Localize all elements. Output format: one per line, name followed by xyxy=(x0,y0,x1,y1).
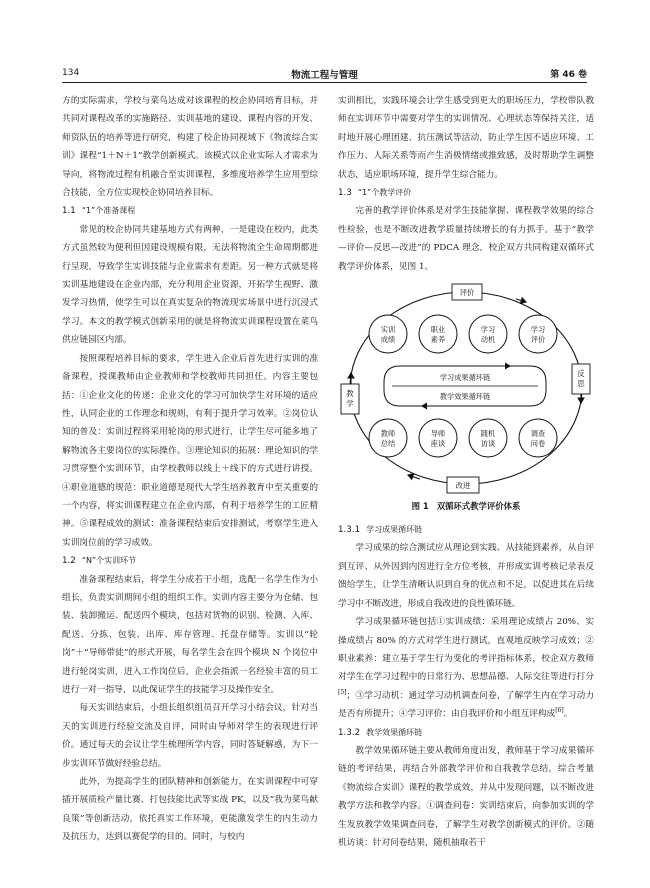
top-circle-label-line-2: 素养 xyxy=(430,335,446,345)
bottom-circle-label-line-2: 总结 xyxy=(380,439,396,449)
page-header xyxy=(62,66,587,83)
top-circle-1 xyxy=(369,315,407,353)
section-number: 1.3.2 xyxy=(338,727,361,738)
bottom-circle-label-1 xyxy=(381,429,395,448)
top-circle-label-3 xyxy=(481,325,495,344)
bottom-circle-label-line-2: 座谈 xyxy=(430,439,446,449)
citation: [5] xyxy=(338,688,347,696)
bottom-circle-label-line-1: 教师 xyxy=(380,429,396,439)
caption-number: 图 1 xyxy=(411,501,429,512)
label-reflect-char-1: 反 xyxy=(577,369,585,379)
inner-label-learning-chain: 学习成果循环链 xyxy=(439,373,491,383)
top-circles xyxy=(369,315,557,353)
top-circle-label-line-1: 学习 xyxy=(480,325,496,335)
journal-title: 物流工程与管理 xyxy=(291,70,358,81)
label-reflect xyxy=(577,369,585,388)
bottom-circle-label-line-2: 访谈 xyxy=(480,439,496,449)
section-1-3-2-heading xyxy=(338,724,594,742)
top-circle-label-1 xyxy=(381,325,396,344)
figure-1 xyxy=(338,278,594,495)
caption-text: 双循环式教学评价体系 xyxy=(436,501,521,512)
text-run: 学习成果循环链包括①实训成绩：采用理论成绩占 20%、实操成绩占 80% 的方式对学生进行测试，直观地反映学习成效；②职业素养：建立基于学生行为变化的考评指标体系，校企双方教师对学生在学习过程中的日常行为、思想品德、人际交往等进行打分 xyxy=(338,617,594,683)
top-circle-label-2 xyxy=(431,325,445,344)
label-improve: 改进 xyxy=(455,481,471,491)
text-run: 。 xyxy=(563,709,573,720)
top-circle-label-line-2: 动机 xyxy=(480,335,496,345)
paragraph: 实训相比，实践环境会让学生感受到更大的职场压力，学校带队教师在实训环节中需要对学生的实训情况、心理状态等保持关注，适时地开展心理团建、抗压测试等活动，防止学生因不适应环境、工作压力、人际关系等而产生消极情绪或推致感，及时帮助学生调整状态，适应职场环境，提升学生综合能力。 xyxy=(338,96,594,180)
section-title: 教学效果循环链 xyxy=(366,727,423,737)
paragraph: 教学效果循环链主要从教师角度出发，教师基于学习成果循环链的考评结果，再结合外部教学评价和自我教学总结，综合考量《物流综合实训》课程的教学成效，并从中发现问题，以不断改进教学方法和教学内容。①调查问卷：实训结束后，向参加实训的学生发放教学效果调查问卷，了解学生对教学创新模式的评价。②随机访谈：针对问卷结果，随机抽取若干 xyxy=(338,745,594,848)
paragraph: 完善的教学评价体系是对学生技能掌握、课程教学效果的综合性检验，也是不断改进教学质量持续增长的有力抓手。基于“教学—评价—反思—改进”的 PDCA 理念，校企双方共同构建双循环式教学评价体系，见图 1。 xyxy=(338,206,594,272)
section-1-1-heading xyxy=(62,202,318,220)
bottom-circle-label-line-2: 问卷 xyxy=(530,439,546,449)
paragraph-intro: 方的实际需求，学校与菜鸟达成对该课程的校企协同培育目标，并共同对课程改革的实施路径、实训基地的建设、课程内容的开发、师资队伍的培养等进行研究，构建了校企协同视域下《物流综合实训》课程“1＋N＋1”教学创新模式。该模式以企业实际人才需求为导向，将物流过程有机融合至实训课程，多维度培养学生应用型综合技能，全方位实现校企协同培养目标。 xyxy=(62,96,318,199)
top-circle-label-line-2: 评价 xyxy=(530,335,546,345)
section-number: 1.2 xyxy=(62,556,76,567)
top-circle-2 xyxy=(419,315,457,353)
bottom-circle-label-line-1: 随机 xyxy=(480,429,496,439)
label-evaluate: 评价 xyxy=(459,288,475,298)
top-circle-label-line-1: 学习 xyxy=(530,325,546,335)
label-reflect-char-2: 思 xyxy=(577,379,585,389)
bottom-circles xyxy=(369,419,557,457)
bottom-circle-label-2 xyxy=(431,429,445,448)
paragraph: 常见的校企协同共建基地方式有两种，一是建设在校内，此类方式虽然较为便利但因建设规模有限，无法将物流全生命周期都进行呈现，导致学生实训技能与企业需求有差距。另一种方式就是将实训基地建设在企业内部，充分利用企业资源，开拓学生视野、激发学习热情，使学生可以在真实复杂的物流现实场景中进行沉浸式学习。本文的教学模式创新采用的就是将物流实训课程设置在菜鸟供应链园区内部。 xyxy=(62,224,318,346)
label-teach-char-1: 教 xyxy=(346,389,354,399)
bottom-circle-4 xyxy=(519,419,557,457)
paragraph: 学习成果的综合测试应从理论到实践、从技能到素养，从自评到互评、从外因到内因进行全方位考核，并形成实训考核记录表反馈给学生，让学生清晰认识到自身的优点和不足，以促进其在后续学习中不断改进，形成自我改进的良性循环链。 xyxy=(338,543,594,609)
top-circle-label-line-2: 成绩 xyxy=(380,335,396,345)
page-number: 134 xyxy=(62,68,80,78)
text-run: ；③学习动机：通过学习动机调查问卷，了解学生内在学习动力是否有所提升；④学习评价：由自我评价和小组互评构成 xyxy=(338,690,594,720)
bottom-circle-3 xyxy=(469,419,507,457)
left-column xyxy=(62,92,318,847)
bottom-circle-2 xyxy=(419,419,457,457)
citation: [6] xyxy=(555,707,564,715)
section-1-2-heading xyxy=(62,552,318,570)
dual-cycle-diagram xyxy=(338,278,594,495)
inner-label-teaching-chain: 教学效果循环链 xyxy=(439,392,491,402)
label-teach-char-2: 学 xyxy=(346,399,354,409)
section-number: 1.1 xyxy=(62,206,76,217)
bottom-circle-label-4 xyxy=(531,429,545,448)
section-1-3-heading xyxy=(338,184,594,202)
section-number: 1.3 xyxy=(338,188,352,199)
paragraph xyxy=(338,613,594,723)
section-1-3-1-heading xyxy=(338,521,594,539)
top-circle-label-4 xyxy=(531,325,545,344)
section-title: “1”个教学评价 xyxy=(357,188,412,198)
paragraph: 准备课程结束后，将学生分成若干小组，选配一名学生作为小组长，负责实训期间小组的组织工作。实训内容主要分为仓储、包装、装卸搬运、配送四个模块，包括对货物的识别、检测、入库、配送、分拣、包装、出库、库存管理、托盘存储等。实训以“轮岗”＋“导师带徒”的形式开展，每名学生会在四个模块 N 个岗位中进行轮岗实训，进入工作岗位后，企业会指派一名经验丰富的员工进行一对一指导，以此保证学生的技能学习及操作安全。 xyxy=(62,574,318,695)
section-title: “1”个准备课程 xyxy=(81,206,136,216)
right-column xyxy=(338,92,594,852)
paragraph: 此外，为提高学生的团队精神和创新能力，在实训课程中可穿插开展质检产量比赛、打包技能比武等实战 PK，以及“我为菜鸟献良策”等创新活动，依托真实工作环境，更能激发学生的内生动力及抗压力，达到以赛促学的目的。同时，与校内 xyxy=(62,777,318,843)
section-title: “N”个实训环节 xyxy=(81,556,137,566)
figure-caption xyxy=(338,497,594,515)
top-circle-3 xyxy=(469,315,507,353)
top-circle-label-line-1: 职业 xyxy=(430,325,446,335)
bottom-circle-label-3 xyxy=(481,429,495,448)
section-number: 1.3.1 xyxy=(338,525,361,536)
volume-label: 第 46 卷 xyxy=(550,70,587,80)
top-circle-4 xyxy=(519,315,557,353)
paragraph: 每天实训结束后，小组长组织组员召开学习小结会议，针对当天的实训进行经验交流及自评，同时由导师对学生的表现进行评价。通过每天的会议让学生梳理所学内容，同时答疑解惑，为下一步实训环节做好经验总结。 xyxy=(62,703,318,769)
top-circle-label-line-1: 实训 xyxy=(380,325,396,335)
label-teach xyxy=(346,389,354,408)
bottom-circle-1 xyxy=(369,419,407,457)
section-title: 学习成果循环链 xyxy=(366,525,423,535)
paragraph: 按照课程培养目标的要求，学生进入企业后首先进行实训的准备课程，授课教师由企业教师和学校教师共同担任。内容主要包括：①企业文化的传递：企业文化的学习可加快学生对环境的适应性，认同企业的工作理念和规则，有利于提升学习效率。②岗位认知的普及：实训过程将采用轮岗的形式进行，让学生尽可能多地了解物流各主要岗位的实际操作。③理论知识的拓展：理论知识的学习贯穿整个实训环节，由学校教师以线上＋线下的方式进行讲授。④职业道德的规范：职业道德是现代大学生培养教育中至关重要的一个内容，将实训课程建立在企业内部，有利于培养学生的工匠精神。⑤课程成效的测试：准备课程结束后安排测试，考察学生进入实训岗位前的学习成效。 xyxy=(62,353,318,548)
bottom-circle-label-line-1: 调查 xyxy=(530,429,546,439)
bottom-circle-label-line-1: 导师 xyxy=(430,429,446,439)
